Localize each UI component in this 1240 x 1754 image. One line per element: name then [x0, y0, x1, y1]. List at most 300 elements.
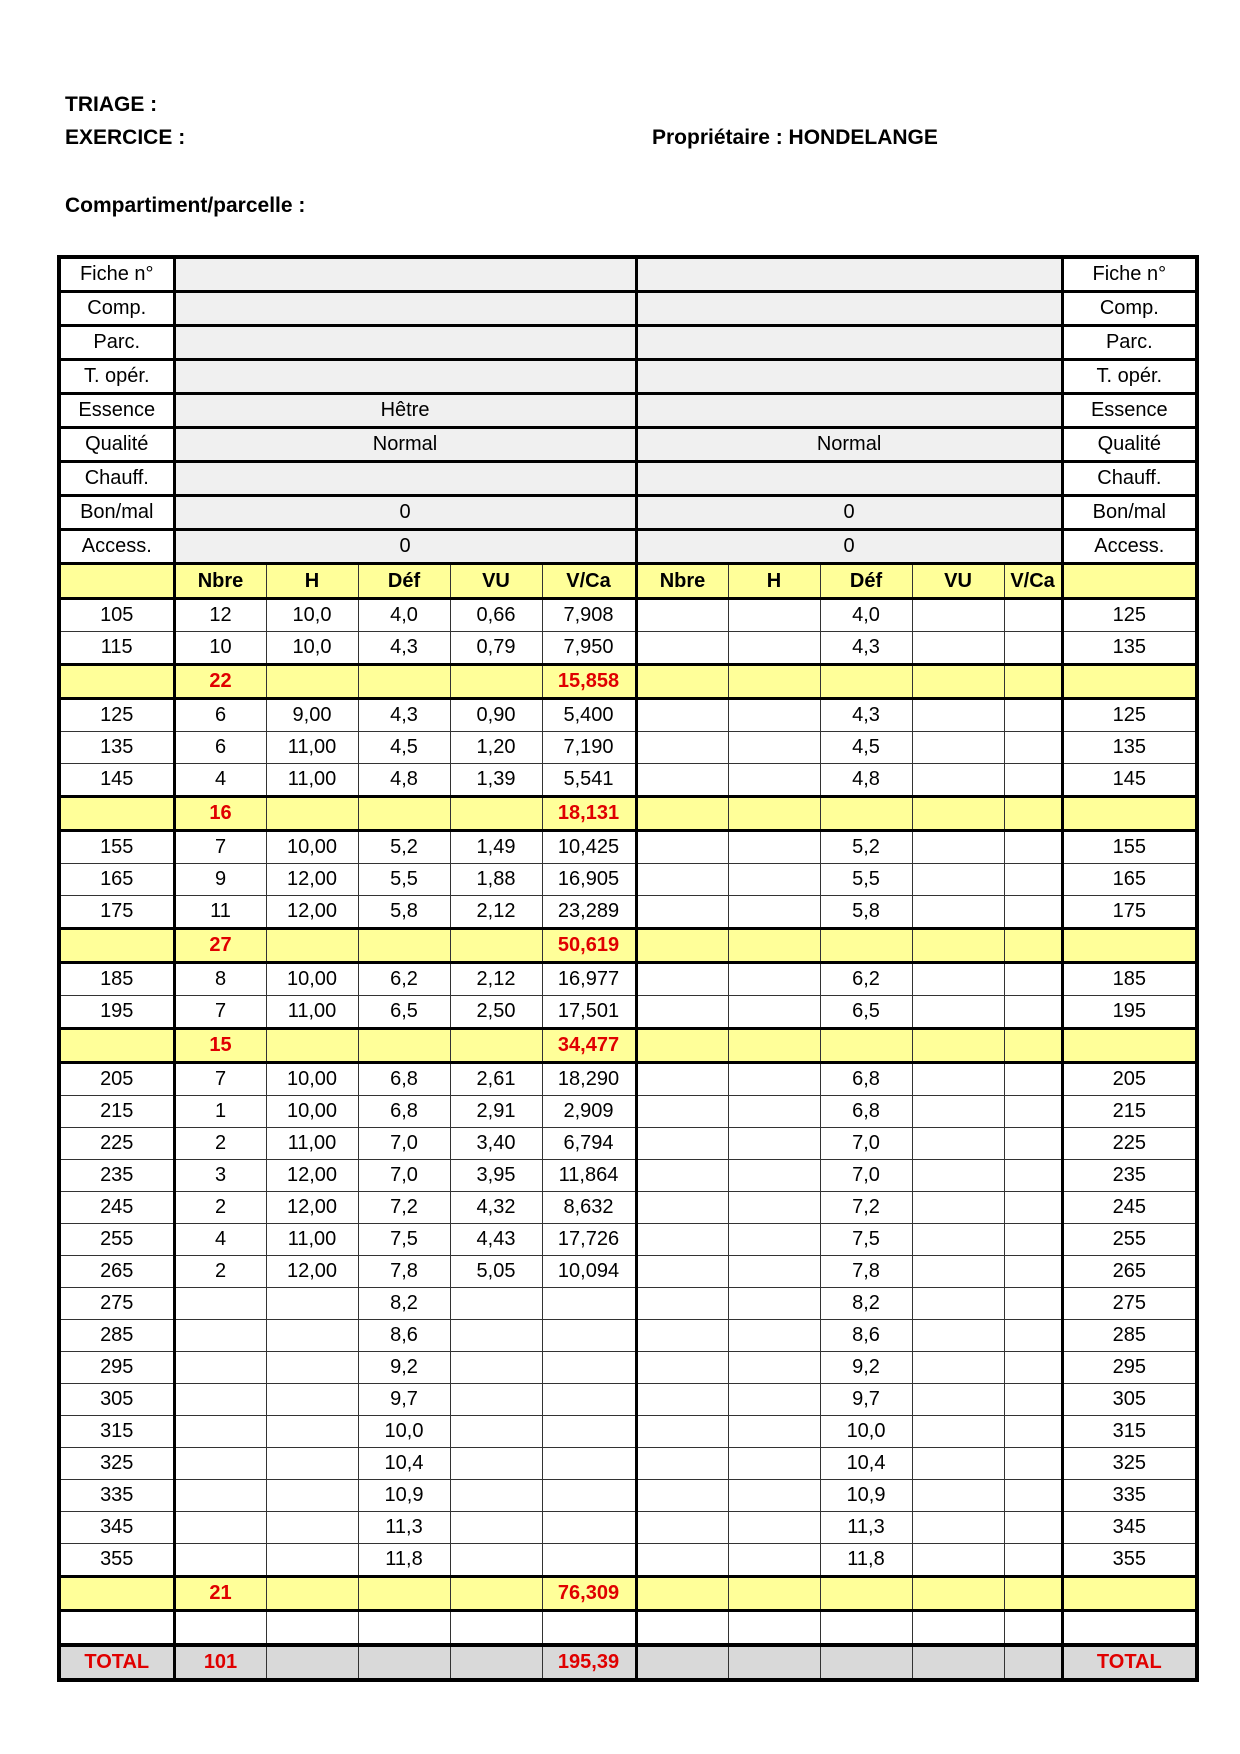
column-header: V/Ca	[1004, 564, 1062, 599]
table-cell: 2,50	[450, 996, 542, 1029]
table-cell	[542, 1416, 636, 1448]
table-cell	[728, 599, 820, 632]
table-cell: 255	[59, 1224, 174, 1256]
table-cell	[174, 1480, 266, 1512]
table-cell	[1004, 896, 1062, 929]
table-row	[59, 963, 1197, 996]
table-cell	[636, 1611, 728, 1646]
table-cell	[820, 1645, 912, 1680]
table-cell: 275	[59, 1288, 174, 1320]
table-cell	[266, 1512, 358, 1544]
compartiment-label: Compartiment/parcelle :	[65, 194, 306, 217]
info-label-left: Bon/mal	[59, 496, 174, 530]
table-cell	[266, 1544, 358, 1577]
table-cell: 76,309	[542, 1577, 636, 1611]
table-cell: 11,00	[266, 732, 358, 764]
table-cell	[728, 632, 820, 665]
table-cell	[912, 1128, 1004, 1160]
table-cell: 235	[59, 1160, 174, 1192]
table-cell: 11	[174, 896, 266, 929]
table-cell	[542, 1480, 636, 1512]
table-cell	[59, 929, 174, 963]
table-cell	[174, 1288, 266, 1320]
table-cell: 11,00	[266, 996, 358, 1029]
table-cell: 10,425	[542, 831, 636, 864]
table-cell: 7,190	[542, 732, 636, 764]
table-cell	[912, 1611, 1004, 1646]
info-row	[59, 292, 1197, 326]
table-row	[59, 1224, 1197, 1256]
table-cell: 5,541	[542, 764, 636, 797]
table-cell: 3,40	[450, 1128, 542, 1160]
total-row	[59, 1645, 1197, 1680]
table-cell	[1062, 1577, 1197, 1611]
table-cell: 175	[1062, 896, 1197, 929]
table-cell: 2,61	[450, 1063, 542, 1096]
table-cell	[912, 1352, 1004, 1384]
table-cell	[728, 1320, 820, 1352]
table-cell: 285	[59, 1320, 174, 1352]
table-cell: 10,0	[266, 599, 358, 632]
table-cell	[912, 1160, 1004, 1192]
table-cell: 335	[1062, 1480, 1197, 1512]
table-cell	[266, 797, 358, 831]
table-cell: 16,977	[542, 963, 636, 996]
table-cell: 9	[174, 864, 266, 896]
table-cell	[174, 1448, 266, 1480]
table-cell: 10,0	[820, 1416, 912, 1448]
table-cell	[728, 1192, 820, 1224]
table-cell	[636, 1224, 728, 1256]
table-cell	[266, 1416, 358, 1448]
table-cell	[1004, 797, 1062, 831]
table-cell: 10	[174, 632, 266, 665]
table-cell	[1004, 1448, 1062, 1480]
table-cell	[728, 1544, 820, 1577]
table-cell: 6,8	[358, 1096, 450, 1128]
table-cell	[636, 599, 728, 632]
table-cell	[59, 1029, 174, 1063]
table-cell: 21	[174, 1577, 266, 1611]
table-cell	[1062, 929, 1197, 963]
table-cell: 355	[1062, 1544, 1197, 1577]
table-cell	[266, 1645, 358, 1680]
table-row	[59, 764, 1197, 797]
table-cell: 6,8	[358, 1063, 450, 1096]
table-row	[59, 1288, 1197, 1320]
table-cell: 6	[174, 732, 266, 764]
table-cell: 165	[1062, 864, 1197, 896]
table-cell: 4,0	[820, 599, 912, 632]
table-cell: 1,20	[450, 732, 542, 764]
table-cell	[728, 1384, 820, 1416]
table-cell: 7	[174, 831, 266, 864]
table-cell: 4,3	[820, 699, 912, 732]
table-cell	[450, 1416, 542, 1448]
table-cell: 11,864	[542, 1160, 636, 1192]
table-row	[59, 1352, 1197, 1384]
table-cell: 185	[59, 963, 174, 996]
info-label-right: T. opér.	[1062, 360, 1197, 394]
table-cell	[1004, 1192, 1062, 1224]
table-cell	[636, 1256, 728, 1288]
info-label-right: Chauff.	[1062, 462, 1197, 496]
table-cell	[1004, 1224, 1062, 1256]
table-row	[59, 1416, 1197, 1448]
table-cell	[450, 1480, 542, 1512]
table-cell	[912, 797, 1004, 831]
table-cell	[912, 1320, 1004, 1352]
table-cell: 7,5	[820, 1224, 912, 1256]
table-cell: 6,8	[820, 1096, 912, 1128]
table-cell: 11,8	[820, 1544, 912, 1577]
table-cell	[912, 1192, 1004, 1224]
table-cell	[1004, 1645, 1062, 1680]
table-cell	[1062, 1611, 1197, 1646]
info-value-right	[636, 257, 1062, 292]
table-cell: 101	[174, 1645, 266, 1680]
table-cell: 10,4	[820, 1448, 912, 1480]
column-header: VU	[450, 564, 542, 599]
table-cell: 16	[174, 797, 266, 831]
table-cell	[1004, 1384, 1062, 1416]
table-cell: 7,5	[358, 1224, 450, 1256]
exercice-label: EXERCICE :	[65, 126, 186, 149]
table-cell	[1004, 1512, 1062, 1544]
info-value-left: Normal	[174, 428, 636, 462]
table-cell	[912, 1645, 1004, 1680]
table-cell: 145	[1062, 764, 1197, 797]
table-row	[59, 1192, 1197, 1224]
table-row	[59, 1096, 1197, 1128]
table-cell: 34,477	[542, 1029, 636, 1063]
table-row	[59, 831, 1197, 864]
table-cell	[266, 1480, 358, 1512]
table-cell: 5,5	[358, 864, 450, 896]
table-cell	[266, 665, 358, 699]
table-cell: 9,2	[358, 1352, 450, 1384]
table-cell: 275	[1062, 1288, 1197, 1320]
table-cell	[912, 1096, 1004, 1128]
table-cell	[728, 1029, 820, 1063]
table-cell: 27	[174, 929, 266, 963]
table-cell	[912, 732, 1004, 764]
table-cell	[542, 1352, 636, 1384]
subtotal-row	[59, 929, 1197, 963]
table-cell: 15,858	[542, 665, 636, 699]
table-cell	[450, 1288, 542, 1320]
table-cell	[912, 599, 1004, 632]
table-cell: 5,8	[820, 896, 912, 929]
table-cell	[174, 1352, 266, 1384]
table-cell: 1,88	[450, 864, 542, 896]
info-label-right: Fiche n°	[1062, 257, 1197, 292]
table-cell	[174, 1384, 266, 1416]
table-cell: 5,5	[820, 864, 912, 896]
table-cell: 1	[174, 1096, 266, 1128]
table-cell: 10,0	[266, 632, 358, 665]
table-cell: 265	[1062, 1256, 1197, 1288]
table-cell: 125	[1062, 699, 1197, 732]
table-cell	[59, 1577, 174, 1611]
table-cell: 6,794	[542, 1128, 636, 1160]
table-cell	[174, 1416, 266, 1448]
column-header: H	[728, 564, 820, 599]
table-cell	[1004, 831, 1062, 864]
info-label-right: Access.	[1062, 530, 1197, 564]
table-row	[59, 1128, 1197, 1160]
table-cell	[450, 797, 542, 831]
info-value-right	[636, 462, 1062, 496]
table-cell	[912, 1288, 1004, 1320]
table-cell: 10,094	[542, 1256, 636, 1288]
table-row	[59, 864, 1197, 896]
info-value-left	[174, 360, 636, 394]
table-cell	[358, 797, 450, 831]
info-label-right: Bon/mal	[1062, 496, 1197, 530]
table-cell	[636, 1416, 728, 1448]
table-cell: 7,8	[358, 1256, 450, 1288]
table-cell: 315	[1062, 1416, 1197, 1448]
table-cell: 135	[1062, 732, 1197, 764]
table-cell	[728, 996, 820, 1029]
table-row	[59, 1480, 1197, 1512]
table-cell	[912, 632, 1004, 665]
table-cell: 125	[59, 699, 174, 732]
table-cell	[728, 1063, 820, 1096]
info-value-right: Normal	[636, 428, 1062, 462]
info-row	[59, 462, 1197, 496]
table-cell: 295	[59, 1352, 174, 1384]
table-cell	[59, 797, 174, 831]
table-cell: 265	[59, 1256, 174, 1288]
table-cell: 4,8	[358, 764, 450, 797]
table-cell	[1004, 1320, 1062, 1352]
table-cell	[636, 996, 728, 1029]
table-cell	[1004, 1160, 1062, 1192]
table-cell: 215	[59, 1096, 174, 1128]
table-cell	[636, 1645, 728, 1680]
info-label-left: Essence	[59, 394, 174, 428]
table-cell	[912, 1512, 1004, 1544]
table-cell	[174, 1512, 266, 1544]
table-cell	[728, 864, 820, 896]
table-cell	[59, 665, 174, 699]
table-cell	[266, 1029, 358, 1063]
table-cell: 4,8	[820, 764, 912, 797]
table-cell	[266, 1320, 358, 1352]
table-cell	[912, 1256, 1004, 1288]
table-cell: 11,3	[820, 1512, 912, 1544]
table-cell: 7,950	[542, 632, 636, 665]
table-cell: 185	[1062, 963, 1197, 996]
table-cell: 285	[1062, 1320, 1197, 1352]
info-value-left	[174, 326, 636, 360]
table-cell: 2,909	[542, 1096, 636, 1128]
table-cell: 7,0	[820, 1128, 912, 1160]
table-cell: 16,905	[542, 864, 636, 896]
table-cell	[1062, 797, 1197, 831]
info-value-right	[636, 292, 1062, 326]
table-cell: 345	[59, 1512, 174, 1544]
table-cell	[1004, 1352, 1062, 1384]
table-cell	[450, 665, 542, 699]
table-cell: 7,2	[820, 1192, 912, 1224]
table-row	[59, 1448, 1197, 1480]
table-row	[59, 732, 1197, 764]
table-cell: 11,8	[358, 1544, 450, 1577]
table-cell: 23,289	[542, 896, 636, 929]
table-cell: 3,95	[450, 1160, 542, 1192]
table-cell	[728, 1645, 820, 1680]
table-cell: 305	[59, 1384, 174, 1416]
table-cell: 17,501	[542, 996, 636, 1029]
info-value-left	[174, 462, 636, 496]
table-cell	[1062, 1029, 1197, 1063]
table-cell	[636, 1096, 728, 1128]
cubage-table	[57, 255, 1199, 1682]
table-cell: 5,2	[358, 831, 450, 864]
table-cell: 135	[1062, 632, 1197, 665]
subtotal-row	[59, 665, 1197, 699]
table-cell	[636, 864, 728, 896]
table-row	[59, 1256, 1197, 1288]
column-header	[59, 564, 174, 599]
table-cell: 2	[174, 1256, 266, 1288]
info-label-left: Chauff.	[59, 462, 174, 496]
table-cell: 9,7	[820, 1384, 912, 1416]
table-cell	[266, 929, 358, 963]
table-cell: 8,6	[358, 1320, 450, 1352]
table-cell	[912, 929, 1004, 963]
table-cell	[174, 1320, 266, 1352]
table-row	[59, 1512, 1197, 1544]
table-cell: 6,2	[820, 963, 912, 996]
table-cell	[450, 1384, 542, 1416]
table-cell	[636, 831, 728, 864]
table-cell	[728, 1224, 820, 1256]
table-cell: 4,3	[820, 632, 912, 665]
table-cell: 205	[59, 1063, 174, 1096]
table-cell: 325	[1062, 1448, 1197, 1480]
table-cell	[728, 699, 820, 732]
table-cell	[728, 1096, 820, 1128]
table-cell	[1004, 632, 1062, 665]
table-cell	[728, 1577, 820, 1611]
table-cell	[820, 1577, 912, 1611]
table-cell: 145	[59, 764, 174, 797]
table-cell: 355	[59, 1544, 174, 1577]
table-row	[59, 1063, 1197, 1096]
table-cell: 7	[174, 996, 266, 1029]
table-cell	[636, 1029, 728, 1063]
table-cell: 255	[1062, 1224, 1197, 1256]
table-cell: 18,131	[542, 797, 636, 831]
table-cell	[358, 1029, 450, 1063]
table-cell	[266, 1577, 358, 1611]
table-cell	[636, 1320, 728, 1352]
table-cell	[1004, 1611, 1062, 1646]
table-cell: 5,400	[542, 699, 636, 732]
table-cell	[728, 1611, 820, 1646]
table-cell: 325	[59, 1448, 174, 1480]
table-cell	[912, 1224, 1004, 1256]
table-cell: 205	[1062, 1063, 1197, 1096]
table-cell: 6,8	[820, 1063, 912, 1096]
table-cell	[542, 1544, 636, 1577]
table-cell	[450, 1544, 542, 1577]
table-row	[59, 1320, 1197, 1352]
table-cell: 4,5	[358, 732, 450, 764]
table-cell	[728, 1128, 820, 1160]
table-cell	[1004, 1577, 1062, 1611]
table-cell	[266, 1448, 358, 1480]
table-cell: 1,49	[450, 831, 542, 864]
table-cell	[636, 764, 728, 797]
table-cell	[728, 1256, 820, 1288]
table-cell	[912, 1448, 1004, 1480]
table-cell: 17,726	[542, 1224, 636, 1256]
table-row	[59, 632, 1197, 665]
table-cell: 155	[59, 831, 174, 864]
table-row	[59, 1544, 1197, 1577]
table-cell	[1004, 1096, 1062, 1128]
table-cell	[636, 1288, 728, 1320]
table-cell: 10,00	[266, 831, 358, 864]
table-cell: 7,0	[358, 1128, 450, 1160]
table-cell	[820, 1611, 912, 1646]
table-cell: 9,2	[820, 1352, 912, 1384]
table-cell	[728, 896, 820, 929]
table-cell: 6	[174, 699, 266, 732]
table-cell: 105	[59, 599, 174, 632]
table-cell: 4,43	[450, 1224, 542, 1256]
table-cell	[1004, 699, 1062, 732]
info-label-left: Qualité	[59, 428, 174, 462]
table-cell	[1004, 732, 1062, 764]
table-cell: 12,00	[266, 1192, 358, 1224]
table-cell: 0,79	[450, 632, 542, 665]
info-value-left: Hêtre	[174, 394, 636, 428]
table-cell	[636, 1063, 728, 1096]
table-cell: 4,32	[450, 1192, 542, 1224]
table-cell	[450, 1029, 542, 1063]
table-cell: 235	[1062, 1160, 1197, 1192]
table-cell: 3	[174, 1160, 266, 1192]
table-cell	[1004, 864, 1062, 896]
table-cell: 11,00	[266, 1224, 358, 1256]
table-cell	[728, 1448, 820, 1480]
table-cell	[266, 1352, 358, 1384]
subtotal-row	[59, 797, 1197, 831]
table-cell	[820, 929, 912, 963]
column-header: VU	[912, 564, 1004, 599]
table-cell	[358, 1577, 450, 1611]
table-cell: 6,5	[820, 996, 912, 1029]
info-label-left: Parc.	[59, 326, 174, 360]
table-cell	[728, 1352, 820, 1384]
table-cell: 8	[174, 963, 266, 996]
table-cell: TOTAL	[59, 1645, 174, 1680]
table-cell: 335	[59, 1480, 174, 1512]
table-cell	[636, 896, 728, 929]
table-cell	[1004, 1063, 1062, 1096]
column-header-row	[59, 564, 1197, 599]
table-cell	[1004, 963, 1062, 996]
table-cell: 10,00	[266, 1096, 358, 1128]
table-cell	[450, 1577, 542, 1611]
table-cell: 10,00	[266, 963, 358, 996]
